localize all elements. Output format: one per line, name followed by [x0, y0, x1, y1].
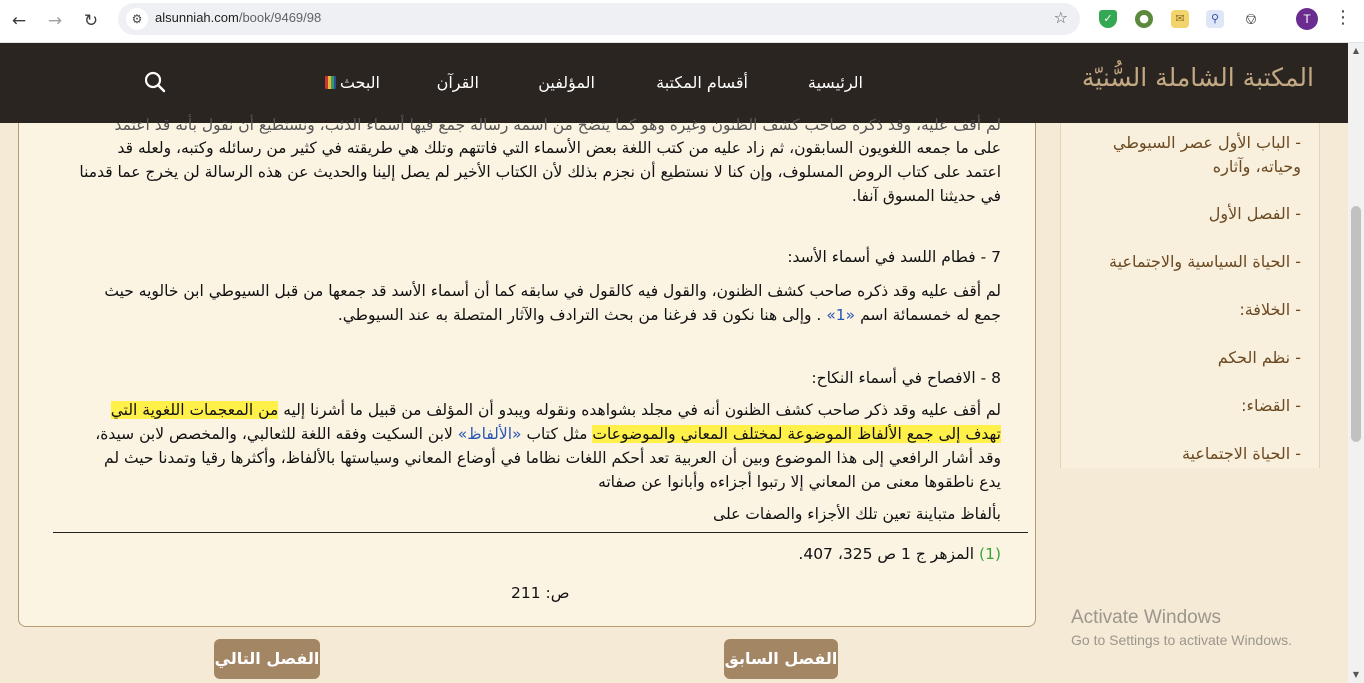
- shield-extension-icon[interactable]: ✓: [1099, 10, 1117, 28]
- url-host: alsunniah.com: [155, 10, 239, 25]
- activate-windows-subtitle: Go to Settings to activate Windows.: [1071, 632, 1292, 648]
- paragraph-line: في حديثنا المسوق آنفا.: [851, 187, 1001, 205]
- section-heading-7: 7 - فطام اللسد في أسماء الأسد:: [787, 248, 1001, 266]
- mail-extension-icon[interactable]: ✉: [1171, 10, 1189, 28]
- paragraph-line: يدع ناطقوها معنى من المعاني إلا رتبوا أجزاءه وأبانوا عن صفاته: [598, 473, 1001, 491]
- footnote: [798, 542, 1001, 566]
- book-ref-link[interactable]: «الألفاظ»: [457, 425, 522, 443]
- address-bar[interactable]: [118, 3, 1080, 35]
- paragraph-line: وقد أشار الرافعي إلى هذا الموضوع وبين أن العربية تعد أحكم اللغات نظاما في أوضاع المعاني وسياستها بالألفاظ، وأكثرها رقيا وتمدنا حيث لم: [104, 449, 1001, 467]
- sidebar-item-chapter-one-cont[interactable]: وحياته، وآثاره: [1212, 157, 1301, 176]
- next-chapter-button[interactable]: الفصل التالي: [214, 639, 320, 679]
- footnote-number[interactable]: (1): [979, 545, 1001, 563]
- paragraph-line: [338, 303, 1001, 327]
- translate-extension-icon[interactable]: ⚲: [1206, 10, 1224, 28]
- scroll-down-icon[interactable]: ▼: [1352, 670, 1360, 679]
- scroll-up-icon[interactable]: ▲: [1352, 46, 1360, 55]
- sidebar-item-first-section[interactable]: - الفصل الأول: [1208, 204, 1301, 223]
- sidebar-item-caliphate[interactable]: - الخلافة:: [1239, 300, 1301, 319]
- nav-library-sections[interactable]: أقسام المكتبة: [656, 73, 748, 92]
- url-path: /book/9469/98: [238, 10, 322, 25]
- puzzle-extensions-icon[interactable]: ⎊: [1242, 10, 1260, 28]
- activate-windows-title: Activate Windows: [1071, 607, 1221, 628]
- forward-arrow-icon[interactable]: →: [47, 11, 63, 31]
- scrollbar-thumb[interactable]: [1351, 206, 1361, 442]
- text-span: جمع له خمسمائة اسم: [860, 306, 1001, 324]
- paragraph-line: بألفاظ متباينة تعين تلك الأجزاء والصفات على: [713, 505, 1001, 523]
- profile-avatar[interactable]: T: [1296, 8, 1318, 30]
- nav-quran[interactable]: القرآن: [436, 73, 479, 92]
- footnote-text: المزهر ج 1 ص 325، 407.: [798, 545, 975, 563]
- section-heading-8: 8 - الافصاح في أسماء النكاح:: [811, 369, 1001, 387]
- footnote-divider: [53, 532, 1028, 533]
- paragraph-line: [95, 422, 1001, 446]
- nav-authors[interactable]: المؤلفين: [538, 73, 595, 92]
- search-icon[interactable]: [144, 71, 166, 93]
- text-span: لم أقف عليه وقد ذكر صاحب كشف الظنون أنه في مجلد بشواهده ونقوله ويبدو أن المؤلف من قبيل ما أشرنا إليه: [283, 401, 1001, 419]
- text-span: مثل كتاب: [526, 425, 588, 443]
- extension-icon[interactable]: ●: [1135, 10, 1153, 28]
- paragraph-line: لم أقف عليه وقد ذكره صاحب كشف الظنون، والقول فيه كالقول في سابقه كما أن أسماء الأسد قد جمعها من قبل السيوطي ابن خالويه حيث: [104, 282, 1001, 300]
- reload-icon[interactable]: ↻: [83, 11, 99, 31]
- sidebar-item-chapter-one[interactable]: - الباب الأول عصر السيوطي: [1112, 133, 1301, 152]
- browser-toolbar: [0, 0, 1364, 43]
- highlighted-text: من المعجمات اللغوية التي: [110, 401, 279, 419]
- text-span: لابن السكيت وفقه اللغة للثعالبي، والمخصص لابن سيدة،: [95, 425, 453, 443]
- sidebar-item-social-life[interactable]: - الحياة الاجتماعية: [1181, 444, 1301, 463]
- site-logo[interactable]: المكتبة الشاملة السُّنيّة: [1081, 63, 1314, 92]
- site-info-icon[interactable]: ⚙: [126, 8, 148, 30]
- partial-line: لم أقف عليه، وقد ذكره صاحب كشف الظنون وغيره وهو كما يتضح من اسمه رسالة جمع فيها أسماء الذئب، ونستطيع أن نقول بأنه قد اعتمد: [114, 116, 1001, 134]
- url-text[interactable]: [155, 10, 321, 25]
- site-header: [0, 43, 1348, 123]
- book-content-card: [18, 116, 1036, 627]
- paragraph-line: اعتمد على كتاب الروض المسلوف، وإن كنا لا نستطيع أن نجزم بذلك لأن الكتاب الأخير لم يصل إلينا والحديث عن هذه الرسالة لن يخرج عما قدمنا: [79, 163, 1001, 181]
- highlighted-text: تهدف إلى جمع الألفاظ الموضوعة لمختلف المعاني والموضوعات: [592, 425, 1001, 443]
- chapters-sidebar: [1060, 123, 1320, 468]
- browser-menu-icon[interactable]: ⋮: [1334, 7, 1352, 28]
- sidebar-item-judiciary[interactable]: - القضاء:: [1241, 396, 1301, 415]
- sidebar-item-political-life[interactable]: - الحياة السياسية والاجتماعية: [1109, 252, 1301, 271]
- book-page: [33, 116, 1021, 613]
- previous-chapter-button[interactable]: الفصل السابق: [724, 639, 838, 679]
- footnote-ref-link[interactable]: «1»: [826, 306, 856, 324]
- paragraph-line: [111, 398, 1001, 422]
- nav-home[interactable]: الرئيسية: [807, 73, 863, 92]
- books-icon: [325, 76, 336, 89]
- nav-search[interactable]: [325, 73, 380, 92]
- text-span: . وإلى هنا نكون قد فرغنا من بحث الترادف والآثار المتصلة به عند السيوطي.: [337, 306, 822, 324]
- back-arrow-icon[interactable]: ←: [11, 11, 27, 31]
- nav-search-label: البحث: [339, 73, 380, 92]
- sidebar-item-governance[interactable]: - نظم الحكم: [1217, 348, 1301, 367]
- page-number: ص: 211: [511, 584, 570, 602]
- bookmark-star-icon[interactable]: ☆: [1053, 8, 1068, 27]
- paragraph-line: على ما جمعه اللغويون السابقون، ثم زاد عليه من كتب اللغة بعض الأسماء التي فاتتهم وتلك هي طريقته في كثير من رسائله وكتبه، ولعله قد: [117, 139, 1001, 157]
